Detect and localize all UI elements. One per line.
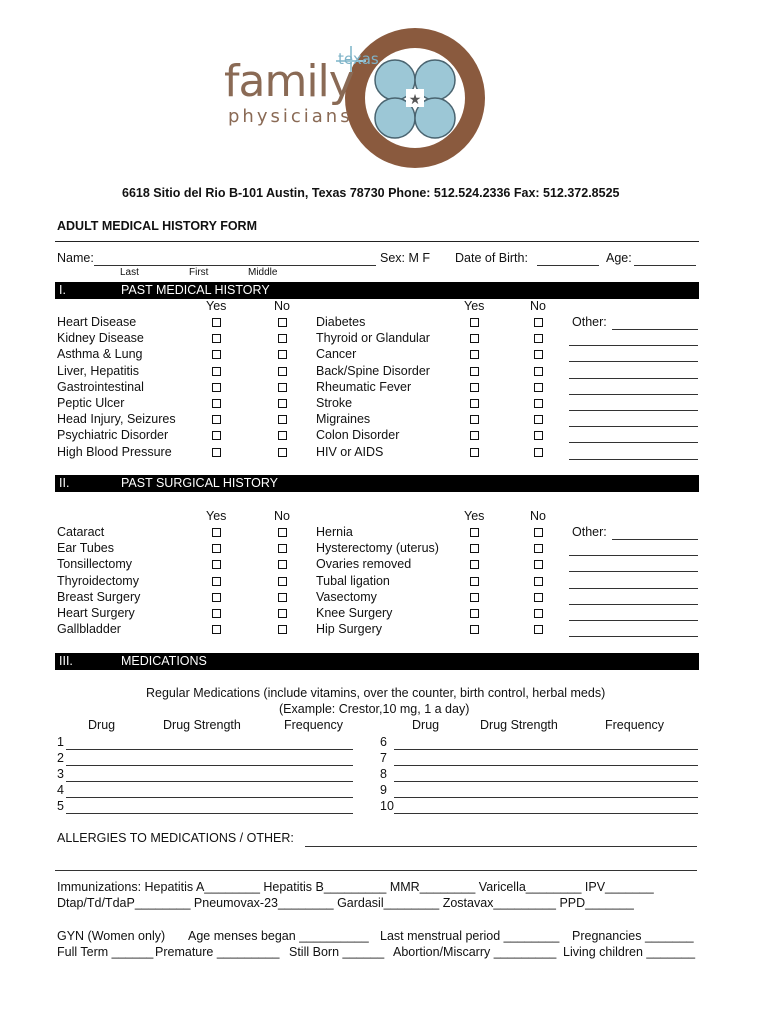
- no-header-right: No: [530, 509, 546, 523]
- immunizations-line-2: Dtap/Td/TdaP________ Pneumovax-23________ Gardasil________ Zostavax_________ PPD_______: [57, 896, 634, 910]
- other-field[interactable]: [612, 329, 698, 330]
- surgical-condition-label: Heart Surgery: [57, 606, 135, 620]
- section-number: II.: [59, 476, 70, 490]
- col-drug-left: Drug: [88, 718, 116, 732]
- practice-logo: [220, 28, 510, 168]
- form-title: ADULT MEDICAL HISTORY FORM: [57, 219, 257, 233]
- allergies-field-2[interactable]: [55, 870, 697, 871]
- yes-checkbox[interactable]: [212, 544, 221, 553]
- medical-condition-label: Diabetes: [316, 315, 366, 329]
- medication-line-number: 6: [380, 735, 387, 749]
- other-field[interactable]: [569, 636, 698, 637]
- yes-checkbox[interactable]: [212, 415, 221, 424]
- other-field[interactable]: [569, 459, 698, 460]
- no-checkbox[interactable]: [534, 609, 543, 618]
- yes-checkbox[interactable]: [212, 399, 221, 408]
- pregnancies: Pregnancies _______: [572, 929, 694, 943]
- medical-condition-label: HIV or AIDS: [316, 444, 384, 459]
- other-field[interactable]: [569, 604, 698, 605]
- other-label: Other:: [572, 525, 607, 539]
- yes-checkbox[interactable]: [212, 593, 221, 602]
- section-past-surgical-history: [55, 475, 699, 492]
- medication-line-field[interactable]: [66, 797, 353, 798]
- no-checkbox[interactable]: [534, 528, 543, 537]
- medication-line-field[interactable]: [66, 813, 353, 814]
- gyn-label: GYN (Women only): [57, 929, 166, 943]
- no-checkbox[interactable]: [278, 415, 287, 424]
- middle-name-hint: Middle: [248, 267, 278, 278]
- no-checkbox[interactable]: [278, 350, 287, 359]
- no-checkbox[interactable]: [278, 528, 287, 537]
- yes-header-right: Yes: [464, 299, 485, 313]
- no-checkbox[interactable]: [278, 544, 287, 553]
- other-field[interactable]: [569, 620, 698, 621]
- other-field[interactable]: [569, 394, 698, 395]
- surgical-condition-label: Ear Tubes: [57, 541, 114, 556]
- other-field[interactable]: [569, 588, 698, 589]
- yes-checkbox[interactable]: [470, 415, 479, 424]
- medication-line-number: 9: [380, 783, 387, 797]
- yes-checkbox[interactable]: [470, 560, 479, 569]
- medical-condition-label: Stroke: [316, 396, 353, 410]
- other-field[interactable]: [569, 345, 698, 346]
- no-checkbox[interactable]: [278, 431, 287, 440]
- dob-label: Date of Birth:: [455, 251, 528, 265]
- medical-condition-label: Kidney Disease: [57, 331, 144, 346]
- no-checkbox[interactable]: [534, 625, 543, 634]
- no-header-right: No: [530, 299, 546, 313]
- medical-condition-label: High Blood Pressure: [57, 444, 172, 459]
- allergies-field[interactable]: [305, 846, 697, 847]
- medical-condition-label: Back/Spine Disorder: [316, 363, 430, 378]
- practice-address: 6618 Sitio del Rio B-101 Austin, Texas 78730 Phone: 512.524.2336 Fax: 512.372.8525: [122, 186, 620, 200]
- no-checkbox[interactable]: [278, 448, 287, 457]
- yes-checkbox[interactable]: [212, 334, 221, 343]
- medications-intro: Regular Medications (include vitamins, over the counter, birth control, herbal meds): [146, 686, 606, 700]
- allergies-label: ALLERGIES TO MEDICATIONS / OTHER:: [57, 831, 294, 845]
- no-checkbox[interactable]: [534, 577, 543, 586]
- medication-line-number: 4: [57, 783, 64, 797]
- surgical-condition-label: Hysterectomy (uterus): [316, 541, 439, 556]
- yes-checkbox[interactable]: [470, 448, 479, 457]
- other-field[interactable]: [569, 426, 698, 427]
- medication-line-field[interactable]: [394, 781, 698, 782]
- no-checkbox[interactable]: [278, 577, 287, 586]
- yes-checkbox[interactable]: [212, 448, 221, 457]
- abortion-miscarry: Abortion/Miscarry _________: [393, 945, 557, 959]
- medication-line-field[interactable]: [394, 749, 698, 750]
- no-checkbox[interactable]: [278, 609, 287, 618]
- age-menses-began: Age menses began __________: [188, 929, 369, 943]
- no-header-left: No: [274, 509, 290, 523]
- surgical-condition-label: Gallbladder: [57, 622, 121, 637]
- yes-checkbox[interactable]: [470, 577, 479, 586]
- medication-line-field[interactable]: [394, 765, 698, 766]
- medication-line-number: 2: [57, 751, 64, 765]
- yes-header-left: Yes: [206, 509, 227, 523]
- section-title: MEDICATIONS: [121, 654, 207, 668]
- medication-line-field[interactable]: [66, 765, 353, 766]
- yes-header-left: Yes: [206, 299, 227, 313]
- medical-condition-label: Head Injury, Seizures: [57, 412, 176, 427]
- still-born: Still Born ______: [289, 945, 385, 959]
- medication-line-number: 7: [380, 751, 387, 765]
- other-field[interactable]: [569, 571, 698, 572]
- yes-checkbox[interactable]: [212, 560, 221, 569]
- medical-condition-label: Heart Disease: [57, 315, 137, 329]
- no-checkbox[interactable]: [534, 318, 543, 327]
- yes-checkbox[interactable]: [470, 367, 479, 376]
- section-number: I.: [59, 283, 66, 297]
- no-checkbox[interactable]: [534, 399, 543, 408]
- yes-checkbox[interactable]: [470, 431, 479, 440]
- yes-checkbox[interactable]: [470, 318, 479, 327]
- other-field[interactable]: [569, 555, 698, 556]
- no-checkbox[interactable]: [534, 334, 543, 343]
- no-checkbox[interactable]: [534, 350, 543, 359]
- medication-line-number: 10: [380, 799, 394, 813]
- medical-condition-label: Peptic Ulcer: [57, 396, 125, 410]
- medical-condition-label: Colon Disorder: [316, 428, 400, 443]
- medical-condition-label: Rheumatic Fever: [316, 379, 412, 394]
- section-past-medical-history: [55, 282, 699, 299]
- medical-condition-label: Migraines: [316, 412, 371, 427]
- medication-line-number: 5: [57, 799, 64, 813]
- col-drug-right: Drug: [412, 718, 440, 732]
- section-number: III.: [59, 654, 73, 668]
- sex-label: Sex: M F: [380, 251, 431, 265]
- medical-condition-label: Gastrointestinal: [57, 379, 144, 394]
- medication-line-field[interactable]: [394, 813, 698, 814]
- col-strength-left: Drug Strength: [163, 718, 241, 732]
- yes-checkbox[interactable]: [212, 625, 221, 634]
- other-field[interactable]: [569, 378, 698, 379]
- immunizations-line-1: Immunizations: Hepatitis A________ Hepatitis B_________ MMR________ Varicella________ IPV_______: [57, 880, 654, 894]
- yes-checkbox[interactable]: [212, 609, 221, 618]
- yes-checkbox[interactable]: [212, 367, 221, 376]
- col-strength-right: Drug Strength: [480, 718, 558, 732]
- no-checkbox[interactable]: [278, 625, 287, 634]
- yes-checkbox[interactable]: [212, 577, 221, 586]
- medical-condition-label: Liver, Hepatitis: [57, 363, 139, 378]
- svg-text:★: ★: [408, 91, 422, 107]
- surgical-condition-label: Tonsillectomy: [57, 557, 133, 572]
- yes-checkbox[interactable]: [470, 625, 479, 634]
- surgical-condition-label: Ovaries removed: [316, 557, 412, 572]
- medical-condition-label: Thyroid or Glandular: [316, 331, 430, 346]
- medical-condition-label: Asthma & Lung: [57, 347, 143, 362]
- no-checkbox[interactable]: [534, 415, 543, 424]
- yes-checkbox[interactable]: [470, 593, 479, 602]
- col-frequency-left: Frequency: [284, 718, 344, 732]
- yes-checkbox[interactable]: [470, 383, 479, 392]
- no-checkbox[interactable]: [278, 318, 287, 327]
- no-header-left: No: [274, 299, 290, 313]
- section-title: PAST SURGICAL HISTORY: [121, 476, 278, 490]
- other-field[interactable]: [569, 361, 698, 362]
- surgical-condition-label: Hernia: [316, 525, 353, 539]
- dob-field[interactable]: [537, 265, 599, 266]
- no-checkbox[interactable]: [534, 383, 543, 392]
- no-checkbox[interactable]: [534, 560, 543, 569]
- name-field[interactable]: [94, 265, 376, 266]
- age-label: Age:: [606, 251, 632, 265]
- name-label: Name:: [57, 251, 94, 265]
- yes-header-right: Yes: [464, 509, 485, 523]
- surgical-condition-label: Knee Surgery: [316, 606, 393, 620]
- last-name-hint: Last: [120, 267, 139, 278]
- no-checkbox[interactable]: [278, 593, 287, 602]
- medications-example: (Example: Crestor,10 mg, 1 a day): [279, 702, 470, 716]
- no-checkbox[interactable]: [534, 593, 543, 602]
- living-children: Living children _______: [563, 945, 696, 959]
- yes-checkbox[interactable]: [212, 350, 221, 359]
- section-medications: [55, 653, 699, 670]
- logo-texas-text: texas: [338, 50, 379, 68]
- surgical-condition-label: Thyroidectomy: [57, 573, 139, 588]
- surgical-condition-label: Breast Surgery: [57, 589, 141, 604]
- yes-checkbox[interactable]: [212, 383, 221, 392]
- age-field[interactable]: [634, 265, 696, 266]
- col-frequency-right: Frequency: [605, 718, 665, 732]
- no-checkbox[interactable]: [278, 399, 287, 408]
- surgical-condition-label: Tubal ligation: [316, 573, 390, 588]
- premature: Premature _________: [155, 945, 280, 959]
- last-menstrual-period: Last menstrual period ________: [380, 929, 560, 943]
- medication-line-field[interactable]: [66, 749, 353, 750]
- yes-checkbox[interactable]: [470, 544, 479, 553]
- other-field[interactable]: [569, 410, 698, 411]
- yes-checkbox[interactable]: [470, 399, 479, 408]
- medication-line-number: 1: [57, 735, 64, 749]
- yes-checkbox[interactable]: [212, 318, 221, 327]
- full-term: Full Term ______: [57, 945, 154, 959]
- no-checkbox[interactable]: [278, 367, 287, 376]
- surgical-condition-label: Vasectomy: [316, 589, 377, 604]
- no-checkbox[interactable]: [534, 544, 543, 553]
- logo-physicians-text: physicians: [228, 106, 353, 127]
- no-checkbox[interactable]: [278, 334, 287, 343]
- medical-condition-label: Cancer: [316, 347, 357, 362]
- other-label: Other:: [572, 315, 607, 329]
- medical-condition-label: Psychiatric Disorder: [57, 428, 169, 443]
- yes-checkbox[interactable]: [470, 609, 479, 618]
- yes-checkbox[interactable]: [470, 528, 479, 537]
- yes-checkbox[interactable]: [470, 334, 479, 343]
- medication-line-number: 3: [57, 767, 64, 781]
- other-field[interactable]: [569, 442, 698, 443]
- yes-checkbox[interactable]: [212, 528, 221, 537]
- section-title: PAST MEDICAL HISTORY: [121, 283, 270, 297]
- logo-family-text: family: [224, 56, 354, 107]
- yes-checkbox[interactable]: [212, 431, 221, 440]
- no-checkbox[interactable]: [534, 448, 543, 457]
- surgical-condition-label: Cataract: [57, 525, 105, 539]
- divider: [55, 241, 699, 242]
- surgical-condition-label: Hip Surgery: [316, 622, 382, 637]
- medication-line-number: 8: [380, 767, 387, 781]
- medication-line-field[interactable]: [394, 797, 698, 798]
- medication-line-field[interactable]: [66, 781, 353, 782]
- no-checkbox[interactable]: [534, 431, 543, 440]
- no-checkbox[interactable]: [278, 383, 287, 392]
- no-checkbox[interactable]: [534, 367, 543, 376]
- yes-checkbox[interactable]: [470, 350, 479, 359]
- no-checkbox[interactable]: [278, 560, 287, 569]
- first-name-hint: First: [189, 267, 209, 278]
- other-field[interactable]: [612, 539, 698, 540]
